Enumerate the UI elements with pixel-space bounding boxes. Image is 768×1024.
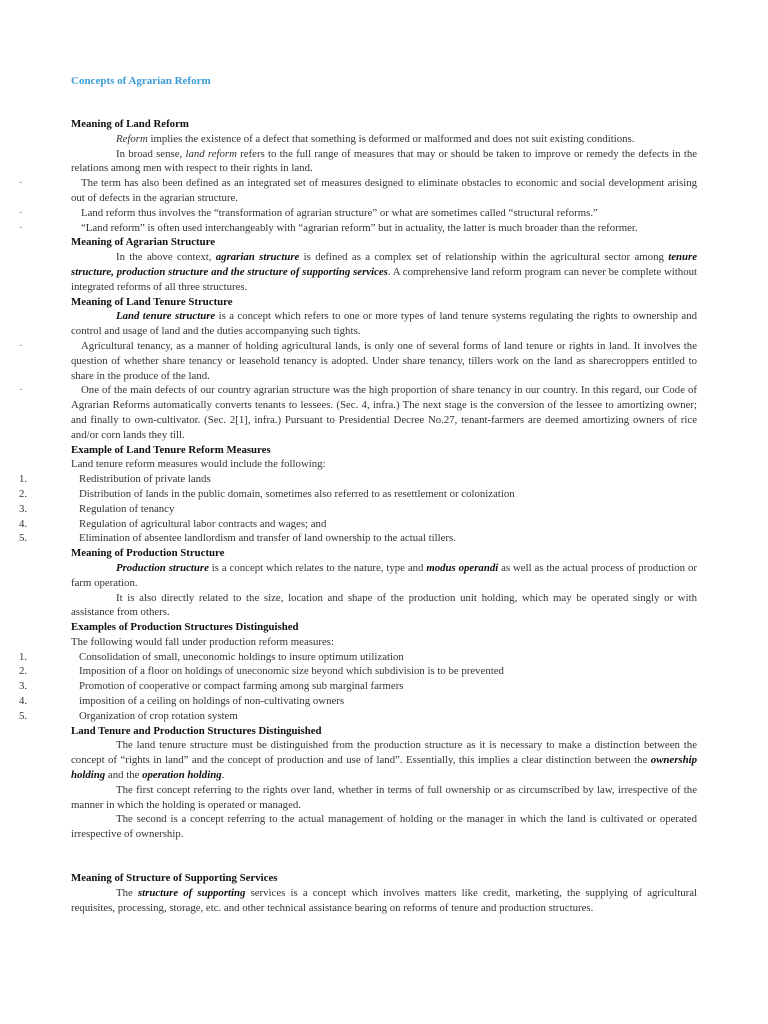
- section-spacer: [71, 842, 697, 871]
- list-item: 2. Imposition of a floor on holdings of uneconomic size beyond which subdivision is to be prevented: [19, 665, 504, 678]
- document-title: Concepts of Agrarian Reform: [71, 75, 211, 87]
- heading-agrarian-structure: Meaning of Agrarian Structure: [71, 236, 216, 249]
- bullet-item: · One of the main defects of our country agrarian structure was the high proportion of share tenancy in our country. In this regard, our Code of Agrarian Reforms automatically converts tenants to lessees. (Sec. 4, infra.) The next stage is the conversion of the lessee to amortizing owner; and finally to own-cultivator. (Sec. 2[1], infra.) Pursuant to Presidential Decree No.27, tenant-farmers are deemed amortizing owners of rice and/or corn lands they till.: [71, 383, 697, 442]
- list-item: 2. Distribution of lands in the public domain, sometimes also referred to as resettlement or colonization: [19, 487, 515, 500]
- list-item: 1. Redistribution of private lands: [19, 473, 211, 486]
- paragraph-land-tenure: Land tenure structure is a concept which refers to one or more types of land tenure systems regulating the rights to ownership and control and usage of land and the duties accompanying such tights.: [71, 310, 697, 338]
- bullet-item: · Land reform thus involves the “transformation of agrarian structure” or what are sometimes called “structural reforms.”: [71, 206, 697, 221]
- heading-land-tenure-structure: Meaning of Land Tenure Structure: [71, 295, 233, 308]
- heading-supporting-services: Meaning of Structure of Supporting Services: [71, 872, 278, 885]
- heading-production-structure: Meaning of Production Structure: [71, 547, 225, 560]
- production-measures-list: [19, 650, 697, 724]
- list-item: 5. Organization of crop rotation system: [19, 709, 238, 722]
- document-body: [19, 117, 698, 915]
- list-item: 3. Regulation of tenancy: [19, 502, 175, 515]
- list-item: 4. Regulation of agricultural labor contracts and wages; and: [19, 517, 327, 530]
- bullet-item: · “Land reform” is often used interchangeably with “agrarian reform” but in actuality, the latter is much broader than the reformer.: [71, 221, 697, 236]
- paragraph-second-concept: The second is a concept referring to the actual management of holding or the manager in which the land is cultivated or operated irrespective of ownership.: [71, 813, 697, 841]
- bullet-item: · Agricultural tenancy, as a manner of holding agricultural lands, is only one of several forms of land tenure or rights in land. It involves the question of whether share tenancy or leasehold tenancy is adopted. Under share tenancy, tillers work on the land as sharecroppers entitled to share in the produce of the land.: [71, 339, 697, 383]
- paragraph-production-structure: Production structure is a concept which relates to the nature, type and modus operandi as well as the actual process of production or farm operation.: [71, 561, 697, 589]
- heading-land-reform: Meaning of Land Reform: [71, 118, 189, 130]
- tenure-list-intro: Land tenure reform measures would include the following:: [71, 458, 326, 471]
- heading-tenure-production-distinguished: Land Tenure and Production Structures Distinguished: [71, 724, 322, 737]
- list-item: 5. Elimination of absentee landlordism and transfer of land ownership to the actual tillers.: [19, 532, 456, 545]
- paragraph-first-concept: The first concept referring to the rights over land, whether in terms of full ownership or as circumscribed by law, irrespective of the manner in which the holding is operated or managed.: [71, 783, 697, 811]
- heading-production-examples: Examples of Production Structures Distinguished: [71, 621, 299, 634]
- paragraph-supporting-services: The structure of supporting services is a concept which involves matters like credit, marketing, the supplying of agricultural requisites, processing, storage, etc. and other technical assistance bearing on reforms of tenure and production structures.: [71, 886, 697, 914]
- paragraph-reform: Reform implies the existence of a defect that something is deformed or malformed and does not suit existing conditions.: [116, 132, 635, 145]
- list-item: 4. imposition of a ceiling on holdings of non-cultivating owners: [19, 695, 345, 708]
- paragraph-production-size: It is also directly related to the size, location and shape of the production unit holding, which may be operated singly or with assistance from others.: [71, 591, 697, 619]
- list-item: 1. Consolidation of small, uneconomic holdings to insure optimum utilization: [19, 650, 404, 663]
- paragraph-broad-sense: In broad sense, land reform refers to the full range of measures that may or should be taken to improve or remedy the defects in the relations among men with respect to their rights in land.: [71, 147, 698, 175]
- bullet-item: · The term has also been defined as an integrated set of measures designed to eliminate obstacles to economic and social development arising out of defects in the agrarian structure.: [71, 176, 697, 206]
- list-item: 3. Promotion of cooperative or compact farming among sub marginal farmers: [19, 680, 404, 693]
- production-list-intro: The following would fall under production reform measures:: [71, 635, 334, 648]
- tenure-measures-list: [19, 472, 697, 546]
- heading-tenure-reform-measures: Example of Land Tenure Reform Measures: [71, 443, 271, 456]
- paragraph-distinction: The land tenure structure must be distinguished from the production structure as it is necessary to make a distinction between the concept of “rights in land” and the concept of production and use of land”. Essentially, this implies a clear distinction between the ownership holding and the operation holding.: [71, 739, 697, 782]
- paragraph-agrarian-structure: In the above context, agrarian structure is defined as a complex set of relationship within the agricultural sector among tenure structure, production structure and the structure of supporting services. A comprehensive land reform program can never be complete without integrated reforms of all three structures.: [71, 251, 698, 293]
